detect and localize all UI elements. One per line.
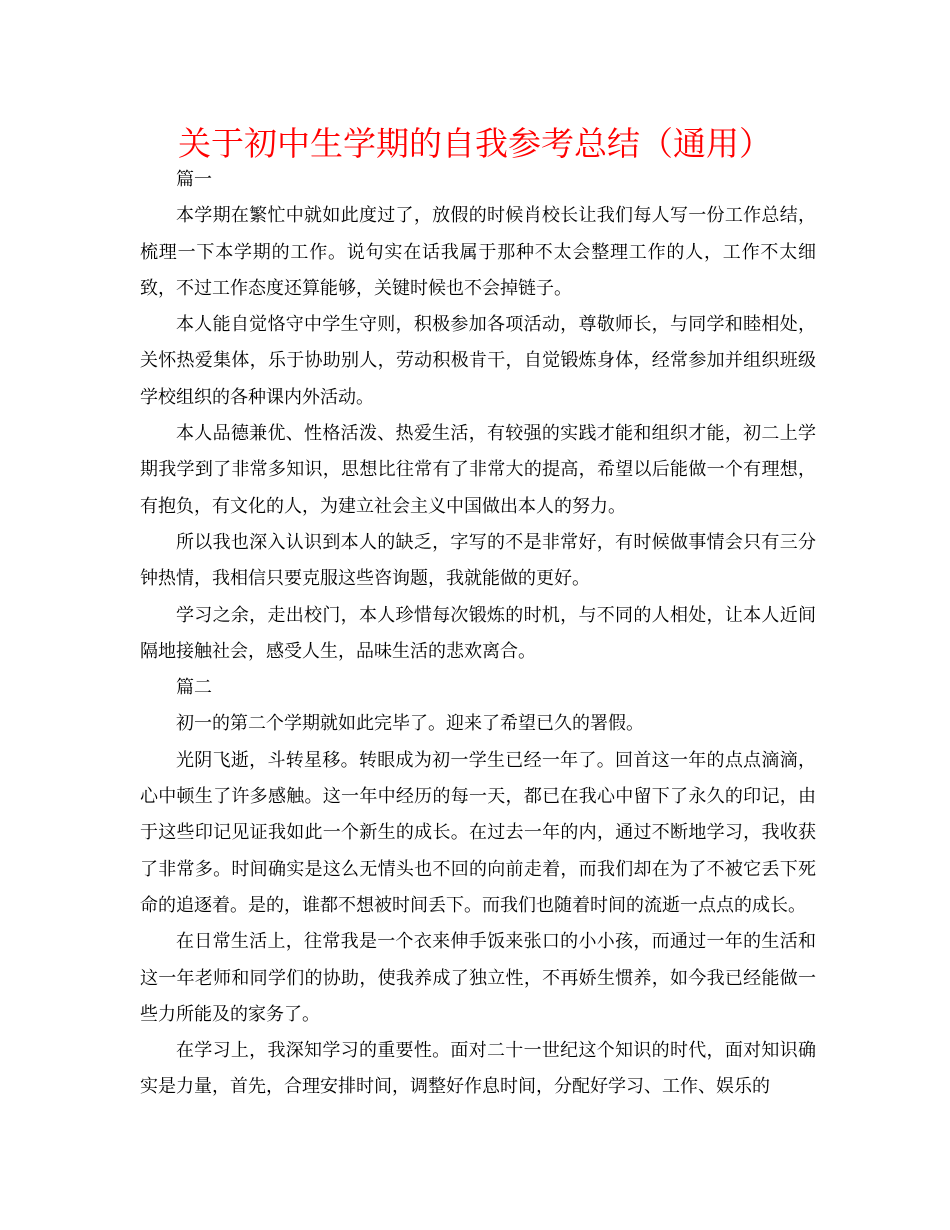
paragraph: 光阴飞逝，斗转星移。转眼成为初一学生已经一年了。回首这一年的点点滴滴，心中顿生了许多感触。这一年中经历的每一天，都已在我心中留下了永久的印记，由于这些印记见证我如此一个新生的成长。在过去一年的内，通过不断地学习，我收获了非常多。时间确实是这么无情头也不回的向前走着，而我们却在为了不被它丢下死命的追逐着。是的，谁都不想被时间丢下。而我们也随着时间的流逝一点点的成长。 bbox=[140, 749, 816, 916]
paragraph: 所以我也深入认识到本人的缺乏，字写的不是非常好，有时候做事情会只有三分钟热情，我相信只要克服这些咨询题，我就能做的更好。 bbox=[140, 531, 816, 590]
paragraph: 本人品德兼优、性格活泼、热爱生活，有较强的实践才能和组织才能，初二上学期我学到了非常多知识，思想比往常有了非常大的提高，希望以后能做一个有理想，有抱负，有文化的人，为建立社会主义中国做出本人的努力。 bbox=[140, 423, 816, 517]
section-heading: 篇一 bbox=[176, 169, 212, 190]
section-heading: 篇二 bbox=[176, 677, 212, 699]
paragraph: 在学习上，我深知学习的重要性。面对二十一世纪这个知识的时代，面对知识确实是力量，首先，合理安排时间，调整好作息时间，分配好学习、工作、娱乐的 bbox=[140, 1040, 816, 1098]
document-body bbox=[140, 162, 816, 1106]
document-title: 关于初中生学期的自我参考总结（通用） bbox=[178, 124, 772, 163]
paragraph: 本学期在繁忙中就如此度过了，放假的时候肖校长让我们每人写一份工作总结，梳理一下本学期的工作。说句实在话我属于那种不太会整理工作的人，工作不太细致，不过工作态度还算能够，关键时候也不会掉链子。 bbox=[140, 205, 816, 299]
paragraph: 本人能自觉恪守中学生守则，积极参加各项活动，尊敬师长，与同学和睦相处，关怀热爱集体，乐于协助别人，劳动积极肯干，自觉锻炼身体，经常参加并组织班级学校组织的各种课内外活动。 bbox=[140, 314, 816, 408]
paragraph: 初一的第二个学期就如此完毕了。迎来了希望已久的署假。 bbox=[176, 713, 644, 735]
paragraph: 在日常生活上，往常我是一个衣来伸手饭来张口的小小孩，而通过一年的生活和这一年老师和同学们的协助，使我养成了独立性，不再娇生惯养，如今我已经能做一些力所能及的家务了。 bbox=[140, 931, 816, 1025]
paragraph: 学习之余，走出校门，本人珍惜每次锻炼的时机，与不同的人相处，让本人近间隔地接触社会，感受人生，品味生活的悲欢离合。 bbox=[140, 604, 816, 662]
